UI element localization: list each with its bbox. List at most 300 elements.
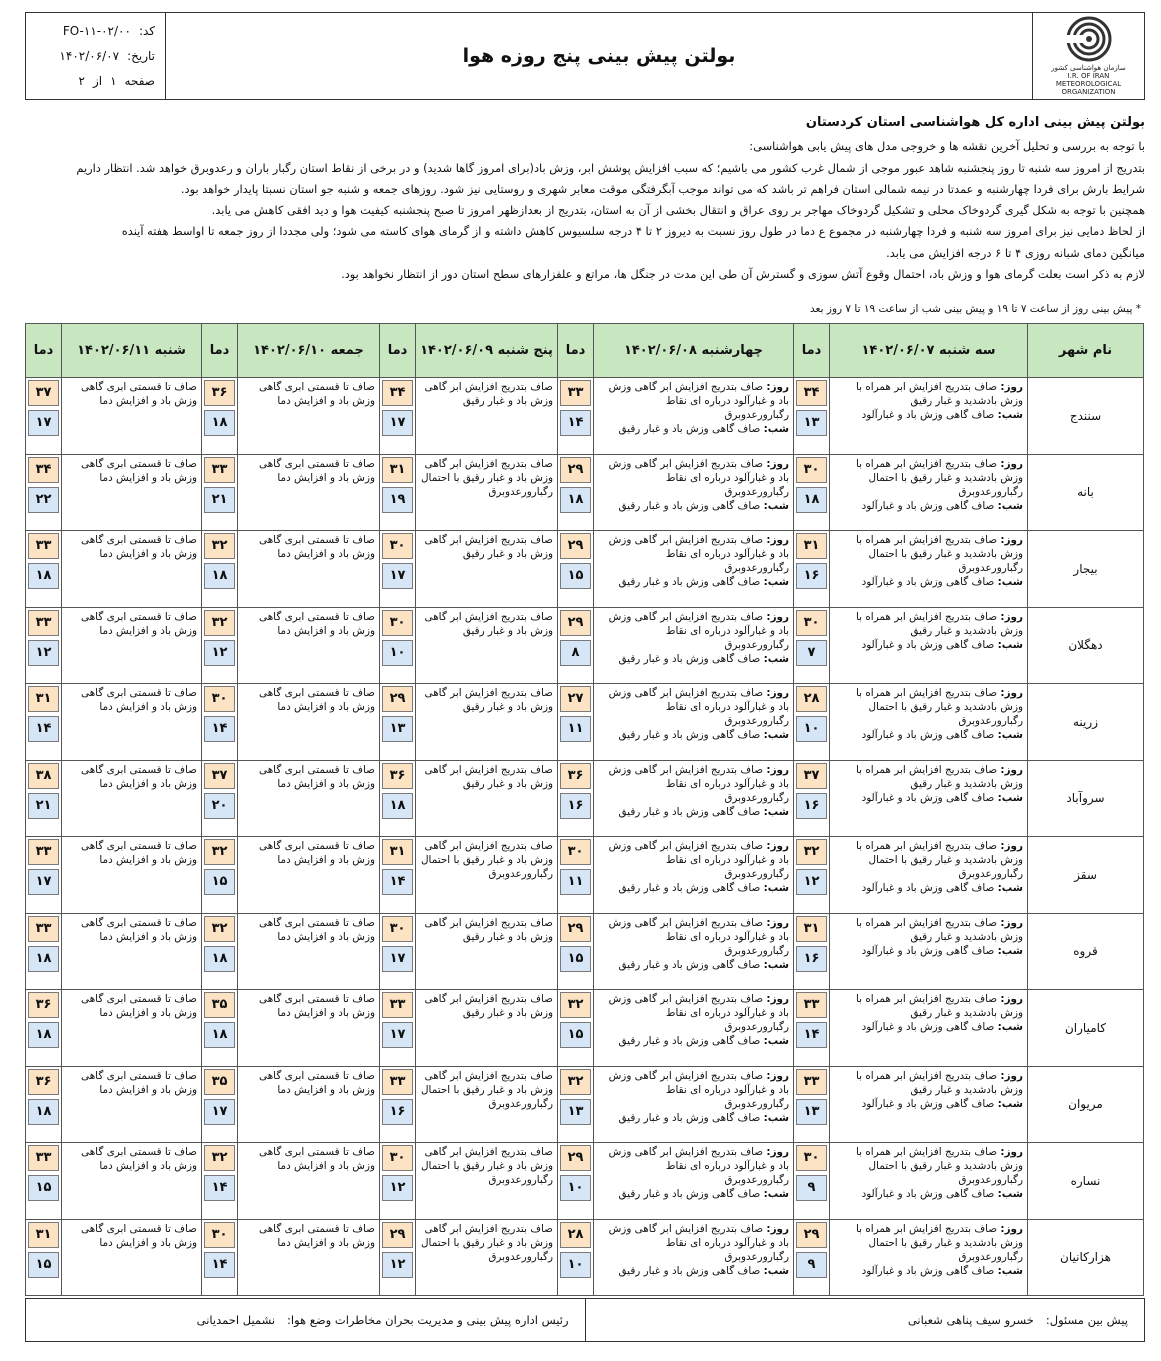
max-temp: ۳۲	[204, 1145, 235, 1171]
forecast-table-body	[26, 378, 1144, 1296]
min-temp: ۱۸	[204, 410, 235, 436]
forecast-desc	[830, 1143, 1028, 1220]
max-temp: ۲۹	[560, 610, 591, 636]
night-forecast	[598, 958, 789, 972]
max-temp: ۳۳	[796, 1069, 827, 1095]
temp-cell	[26, 760, 62, 837]
temp-cell	[794, 1066, 830, 1143]
max-temp: ۳۱	[796, 533, 827, 559]
forecast-desc: صاف بتدریج افزایش ابر گاهی وزش باد و غبار رقیق	[416, 913, 558, 990]
page-number: ۱	[110, 73, 117, 88]
max-temp: ۳۳	[28, 916, 59, 942]
code-value: FO-۱۱-۰۲/۰۰	[62, 24, 131, 39]
night-text: صاف گاهی وزش باد و غبار رقیق	[618, 729, 761, 741]
day-forecast	[834, 1222, 1023, 1264]
night-label: شب:	[763, 1035, 789, 1047]
day-label: روز:	[766, 916, 789, 929]
max-temp: ۲۹	[560, 533, 591, 559]
city-name: سروآباد	[1028, 760, 1144, 837]
night-label: شب:	[763, 958, 789, 971]
min-temp: ۱۲	[204, 640, 235, 666]
max-temp: ۲۹	[382, 1222, 413, 1248]
temp-cell	[794, 990, 830, 1067]
min-temp: ۱۳	[382, 716, 413, 742]
max-temp: ۳۰	[796, 1145, 827, 1171]
temp-cell	[558, 1143, 594, 1220]
forecast-desc	[830, 1066, 1028, 1143]
forecast-desc	[594, 1066, 794, 1143]
night-text: صاف گاهی وزش باد و غبارآلود	[861, 638, 995, 651]
min-temp: ۱۶	[796, 946, 827, 972]
forecast-desc: صاف تا قسمتی ابری گاهی وزش باد و افزایش دما	[238, 607, 380, 684]
max-temp: ۳۳	[204, 457, 235, 483]
max-temp: ۳۳	[28, 839, 59, 865]
day-text: صاف بتدریج افزایش ابر گاهی وزش باد و غبارآلود درباره ای نقاط رگبارورعدوبرق	[608, 381, 789, 421]
bulletin-header	[25, 12, 1145, 100]
header-temp: دما	[558, 324, 594, 378]
max-temp: ۳۶	[560, 763, 591, 789]
forecaster-cell	[585, 1299, 1145, 1341]
day-text: صاف بتدریج افزایش ابر گاهی وزش باد و غبارآلود درباره ای نقاط رگبارورعدوبرق	[608, 534, 789, 574]
night-label: شب:	[997, 499, 1023, 512]
forecast-desc	[830, 760, 1028, 837]
temp-cell	[380, 837, 416, 914]
day-label: روز:	[1000, 457, 1023, 470]
table-row	[26, 837, 1144, 914]
min-temp: ۱۳	[796, 1099, 827, 1125]
min-temp: ۱۵	[204, 869, 235, 895]
table-row	[26, 990, 1144, 1067]
day-text: صاف بتدریج افزایش ابر گاهی وزش باد و غبارآلود درباره ای نقاط رگبارورعدوبرق	[608, 993, 789, 1033]
max-temp: ۳۱	[382, 457, 413, 483]
city-name: کامیاران	[1028, 990, 1144, 1067]
day-forecast	[598, 380, 789, 422]
table-row	[26, 531, 1144, 608]
max-temp: ۳۰	[796, 457, 827, 483]
org-name-line-1: I.R. OF IRAN	[1067, 72, 1110, 80]
night-label: شب:	[763, 423, 789, 435]
max-temp: ۳۴	[382, 380, 413, 406]
min-temp: ۱۳	[796, 410, 827, 436]
forecast-desc: صاف تا قسمتی ابری گاهی وزش باد و افزایش دما	[62, 837, 202, 914]
day-text: صاف بتدریج افزایش ابر گاهی وزش باد و غبارآلود درباره ای نقاط رگبارورعدوبرق	[608, 1222, 789, 1263]
temp-cell	[794, 913, 830, 990]
min-temp: ۱۰	[382, 640, 413, 666]
min-temp: ۱۷	[382, 946, 413, 972]
forecast-desc	[594, 684, 794, 761]
temp-cell	[26, 1143, 62, 1220]
header-city: نام شهر	[1028, 324, 1144, 378]
day-text: صاف بتدریج افزایش ابر همراه با وزش بادشدید و غبار رقیق	[856, 763, 1023, 790]
table-row	[26, 607, 1144, 684]
min-temp: ۱۶	[796, 563, 827, 589]
max-temp: ۳۵	[204, 992, 235, 1018]
night-text: صاف گاهی وزش باد و غبار رقیق	[618, 958, 761, 971]
min-temp: ۱۹	[382, 487, 413, 513]
min-temp: ۱۴	[204, 1175, 235, 1201]
temp-cell	[26, 607, 62, 684]
temp-cell	[558, 837, 594, 914]
day-text: صاف بتدریج افزایش ابر همراه با وزش بادشدید و غبار رقیق با احتمال رگبارورعدوبرق	[856, 457, 1023, 498]
temp-cell	[794, 454, 830, 531]
day-forecast	[598, 686, 789, 728]
code-label: کد:	[138, 24, 155, 39]
temp-cell	[202, 760, 238, 837]
day-label: روز:	[1000, 993, 1023, 1005]
forecast-desc	[594, 1143, 794, 1220]
day-forecast	[834, 1145, 1023, 1187]
min-temp: ۱۸	[204, 563, 235, 589]
max-temp: ۳۱	[382, 839, 413, 865]
min-temp: ۱۲	[796, 869, 827, 895]
summary-line: از لحاظ دمایی نیز برای امروز سه شنبه و فردا چهارشنبه در مجموع ع دما در طول روز نسبت به دیروز ۲ تا ۴ درجه سلسیوس کاهش داشته و از گرمای هوای کاسته می شود؛ ولی مجددا از روز جمعه تا اواسط هفته آینده	[121, 224, 1145, 239]
temp-cell	[558, 1219, 594, 1296]
min-temp: ۱۶	[560, 793, 591, 819]
day-forecast	[598, 839, 789, 881]
min-temp: ۱۱	[560, 869, 591, 895]
forecast-desc: صاف تا قسمتی ابری گاهی وزش باد و افزایش دما	[62, 913, 202, 990]
night-forecast	[598, 1034, 789, 1048]
night-label: شب:	[763, 882, 789, 894]
forecast-desc	[830, 837, 1028, 914]
temp-cell	[202, 378, 238, 455]
forecaster-label: پیش بین مسئول:	[1045, 1313, 1128, 1327]
summary-line: همچنین با توجه به شکل گیری گردوخاک محلی و تشکیل گردوخاک مهاجر بر روی عراق و انتقال بخشی از آن به استان، بتدریج از بعدازظهر امروز تا صبح پنجشنبه کیفیت هوا و دید افقی کاهش می یابد.	[211, 203, 1145, 218]
header-day-3: پنج شنبه ۱۴۰۲/۰۶/۰۹	[416, 324, 558, 378]
day-forecast	[834, 916, 1023, 944]
night-label: شب:	[763, 499, 789, 512]
night-forecast	[834, 1187, 1023, 1201]
day-label: روز:	[766, 381, 789, 393]
min-temp: ۱۷	[382, 410, 413, 436]
min-temp: ۱۲	[382, 1252, 413, 1278]
temp-cell	[26, 1219, 62, 1296]
day-label: روز:	[1000, 763, 1023, 776]
forecast-desc: صاف بتدریج افزایش ابر گاهی وزش باد و غبار رقیق با احتمال رگبارورعدوبرق	[416, 1219, 558, 1296]
temp-cell	[202, 913, 238, 990]
night-text: صاف گاهی وزش باد و غبار رقیق	[618, 423, 761, 435]
night-forecast	[598, 499, 789, 513]
forecast-desc	[830, 1219, 1028, 1296]
day-text: صاف بتدریج افزایش ابر گاهی وزش باد و غبارآلود درباره ای نقاط رگبارورعدوبرق	[608, 610, 789, 651]
city-name: سنندج	[1028, 378, 1144, 455]
temp-cell	[202, 1066, 238, 1143]
min-temp: ۲۱	[28, 793, 59, 819]
night-label: شب:	[997, 882, 1023, 894]
page-of: از	[92, 73, 103, 88]
meteorological-logo-icon	[1066, 16, 1112, 62]
min-temp: ۱۷	[382, 563, 413, 589]
max-temp: ۳۲	[204, 916, 235, 942]
night-forecast	[834, 944, 1023, 958]
forecast-desc: صاف تا قسمتی ابری گاهی وزش باد و افزایش دما	[238, 1143, 380, 1220]
city-name: مریوان	[1028, 1066, 1144, 1143]
temp-cell	[202, 837, 238, 914]
forecast-desc: صاف تا قسمتی ابری گاهی وزش باد و افزایش دما	[62, 1143, 202, 1220]
night-label: شب:	[997, 1264, 1023, 1277]
forecast-desc: صاف بتدریج افزایش ابر گاهی وزش باد و غبار رقیق	[416, 990, 558, 1067]
forecast-desc: صاف بتدریج افزایش ابر گاهی وزش باد و غبار رقیق با احتمال رگبارورعدوبرق	[416, 454, 558, 531]
max-temp: ۳۲	[204, 533, 235, 559]
city-name: بیجار	[1028, 531, 1144, 608]
temp-cell	[558, 607, 594, 684]
day-label: روز:	[1000, 534, 1023, 546]
night-forecast	[834, 1264, 1023, 1278]
max-temp: ۳۰	[382, 916, 413, 942]
max-temp: ۲۸	[796, 686, 827, 712]
temp-cell	[380, 1143, 416, 1220]
day-label: روز:	[1000, 1069, 1023, 1082]
header-temp: دما	[380, 324, 416, 378]
night-label: شب:	[997, 944, 1023, 957]
day-forecast	[834, 457, 1023, 499]
day-label: روز:	[1000, 1222, 1023, 1235]
min-temp: ۱۰	[560, 1175, 591, 1201]
temp-cell	[202, 1219, 238, 1296]
night-label: شب:	[763, 652, 789, 665]
min-temp: ۱۴	[204, 1252, 235, 1278]
day-text: صاف بتدریج افزایش ابر گاهی وزش باد و غبارآلود درباره ای نقاط رگبارورعدوبرق	[608, 763, 789, 804]
max-temp: ۳۰	[204, 1222, 235, 1248]
forecast-desc: صاف تا قسمتی ابری گاهی وزش باد و افزایش دما	[62, 990, 202, 1067]
city-name: سقز	[1028, 837, 1144, 914]
night-label: شب:	[763, 1264, 789, 1277]
night-forecast	[598, 652, 789, 666]
night-label: شب:	[997, 729, 1023, 741]
min-temp: ۲۰	[204, 793, 235, 819]
page-label: صفحه	[124, 73, 155, 88]
day-forecast	[598, 1069, 789, 1111]
night-text: صاف گاهی وزش باد و غبارآلود	[861, 576, 995, 588]
night-forecast	[834, 1020, 1023, 1034]
min-temp: ۹	[796, 1175, 827, 1201]
max-temp: ۳۶	[204, 380, 235, 406]
temp-cell	[380, 531, 416, 608]
day-label: روز:	[766, 993, 789, 1005]
max-temp: ۳۸	[28, 763, 59, 789]
forecast-desc: صاف تا قسمتی ابری گاهی وزش باد و افزایش دما	[62, 607, 202, 684]
night-label: شب:	[997, 409, 1023, 421]
night-text: صاف گاهی وزش باد و غبار رقیق	[618, 499, 761, 512]
min-temp: ۱۷	[382, 1022, 413, 1048]
forecast-desc: صاف تا قسمتی ابری گاهی وزش باد و افزایش دما	[238, 990, 380, 1067]
org-logo	[1032, 13, 1144, 99]
max-temp: ۳۰	[382, 1145, 413, 1171]
min-temp: ۱۸	[204, 946, 235, 972]
night-forecast	[834, 1097, 1023, 1111]
night-forecast	[598, 422, 789, 436]
temp-cell	[558, 760, 594, 837]
forecast-desc	[594, 378, 794, 455]
forecast-desc	[594, 990, 794, 1067]
min-temp: ۱۳	[560, 1099, 591, 1125]
temp-cell	[202, 990, 238, 1067]
forecast-desc	[830, 607, 1028, 684]
min-temp: ۱۷	[28, 410, 59, 436]
forecast-desc	[830, 531, 1028, 608]
night-label: شب:	[997, 576, 1023, 588]
day-label: روز:	[766, 687, 789, 699]
forecast-desc: صاف بتدریج افزایش ابر گاهی وزش باد و غبار رقیق با احتمال رگبارورعدوبرق	[416, 1066, 558, 1143]
min-temp: ۱۸	[560, 487, 591, 513]
min-temp: ۱۸	[28, 1099, 59, 1125]
min-temp: ۱۶	[382, 1099, 413, 1125]
day-label: روز:	[1000, 916, 1023, 929]
forecast-desc: صاف بتدریج افزایش ابر گاهی وزش باد و غبار رقیق	[416, 607, 558, 684]
min-temp: ۷	[796, 640, 827, 666]
signature-footer	[25, 1298, 1145, 1342]
min-temp: ۱۴	[560, 410, 591, 436]
day-text: صاف بتدریج افزایش ابر همراه با وزش بادشدید و غبار رقیق با احتمال رگبارورعدوبرق	[856, 534, 1023, 574]
date-value: ۱۴۰۲/۰۶/۰۷	[59, 48, 120, 63]
forecast-desc: صاف تا قسمتی ابری گاهی وزش باد و افزایش دما	[62, 378, 202, 455]
day-forecast	[834, 610, 1023, 638]
night-forecast	[598, 728, 789, 742]
forecast-desc: صاف بتدریج افزایش ابر گاهی وزش باد و غبار رقیق با احتمال رگبارورعدوبرق	[416, 1143, 558, 1220]
day-label: روز:	[1000, 840, 1023, 852]
summary-line: میانگین دمای شبانه روزی ۴ تا ۶ درجه افزایش می یابد.	[886, 245, 1145, 260]
page-total: ۲	[78, 73, 85, 88]
forecast-desc	[830, 913, 1028, 990]
min-temp: ۱۸	[28, 946, 59, 972]
max-temp: ۳۰	[382, 610, 413, 636]
day-label: روز:	[766, 534, 789, 546]
min-temp: ۲۱	[204, 487, 235, 513]
max-temp: ۳۲	[204, 610, 235, 636]
forecast-desc: صاف تا قسمتی ابری گاهی وزش باد و افزایش دما	[238, 1219, 380, 1296]
min-temp: ۱۸	[28, 1022, 59, 1048]
night-forecast	[598, 1264, 789, 1278]
max-temp: ۳۷	[28, 380, 59, 406]
temp-cell	[558, 990, 594, 1067]
org-name-line-3: ORGANIZATION	[1061, 88, 1116, 96]
max-temp: ۳۵	[204, 1069, 235, 1095]
forecast-desc: صاف تا قسمتی ابری گاهی وزش باد و افزایش دما	[62, 684, 202, 761]
city-name: هزارکانیان	[1028, 1219, 1144, 1296]
max-temp: ۳۳	[382, 1069, 413, 1095]
forecast-desc: صاف بتدریج افزایش ابر گاهی وزش باد و غبار رقیق با احتمال رگبارورعدوبرق	[416, 837, 558, 914]
night-label: شب:	[763, 576, 789, 588]
head-name: نشمیل احمدیانی	[196, 1313, 276, 1327]
summary-line: شرایط بارش برای فردا چهارشنبه و عمدتا در نیمه شمالی استان فراهم تر باشد که می تواند موجب آبگرفتگی موقت معابر شهری و روستایی نیز شود. روزهای جمعه و شنبه جو استان نسبتا پایدار خواهد بود.	[180, 181, 1145, 196]
forecast-desc: صاف بتدریج افزایش ابر گاهی وزش باد و غبار رقیق	[416, 684, 558, 761]
table-header-row	[26, 324, 1144, 378]
night-label: شب:	[763, 1111, 789, 1124]
night-text: صاف گاهی وزش باد و غبارآلود	[861, 1264, 995, 1277]
table-row	[26, 378, 1144, 455]
temp-cell	[794, 607, 830, 684]
temp-cell	[202, 1143, 238, 1220]
day-label: روز:	[766, 610, 789, 623]
forecast-desc: صاف تا قسمتی ابری گاهی وزش باد و افزایش دما	[62, 1066, 202, 1143]
day-label: روز:	[766, 1069, 789, 1082]
night-text: صاف گاهی وزش باد و غبارآلود	[861, 944, 995, 957]
table-note: * پیش بینی روز از ساعت ۷ تا ۱۹ و پیش بینی شب از ساعت ۱۹ تا ۷ روز بعد	[810, 303, 1141, 315]
day-forecast	[598, 457, 789, 499]
max-temp: ۳۲	[560, 992, 591, 1018]
max-temp: ۳۰	[560, 839, 591, 865]
max-temp: ۳۶	[28, 992, 59, 1018]
forecast-desc: صاف تا قسمتی ابری گاهی وزش باد و افزایش دما	[62, 1219, 202, 1296]
max-temp: ۳۳	[796, 992, 827, 1018]
night-text: صاف گاهی وزش باد و غبار رقیق	[618, 1188, 761, 1200]
day-forecast	[834, 992, 1023, 1020]
day-forecast	[598, 1145, 789, 1187]
temp-cell	[380, 913, 416, 990]
day-forecast	[598, 1222, 789, 1264]
day-text: صاف بتدریج افزایش ابر گاهی وزش باد و غبارآلود درباره ای نقاط رگبارورعدوبرق	[608, 1069, 789, 1110]
forecast-desc: صاف تا قسمتی ابری گاهی وزش باد و افزایش دما	[62, 531, 202, 608]
night-label: شب:	[763, 729, 789, 741]
header-day-5: شنبه ۱۴۰۲/۰۶/۱۱	[62, 324, 202, 378]
table-row	[26, 1143, 1144, 1220]
city-name: قروه	[1028, 913, 1144, 990]
min-temp: ۱۴	[28, 716, 59, 742]
night-label: شب:	[997, 638, 1023, 651]
forecast-desc: صاف بتدریج افزایش ابر گاهی وزش باد و غبار رقیق	[416, 378, 558, 455]
day-label: روز:	[766, 1222, 789, 1235]
min-temp: ۱۵	[28, 1175, 59, 1201]
night-forecast	[598, 1111, 789, 1125]
city-name: بانه	[1028, 454, 1144, 531]
day-text: صاف بتدریج افزایش ابر گاهی وزش باد و غبارآلود درباره ای نقاط رگبارورعدوبرق	[608, 457, 789, 498]
night-label: شب:	[997, 791, 1023, 804]
day-forecast	[598, 916, 789, 958]
max-temp: ۳۲	[560, 1069, 591, 1095]
max-temp: ۳۴	[28, 457, 59, 483]
max-temp: ۲۹	[796, 1222, 827, 1248]
temp-cell	[26, 990, 62, 1067]
day-text: صاف بتدریج افزایش ابر همراه با وزش بادشدید و غبار رقیق	[856, 916, 1023, 943]
document-meta	[26, 13, 166, 99]
min-temp: ۸	[560, 640, 591, 666]
temp-cell	[202, 531, 238, 608]
forecast-desc	[594, 454, 794, 531]
forecast-desc	[594, 607, 794, 684]
max-temp: ۲۸	[560, 1222, 591, 1248]
night-label: شب:	[997, 1097, 1023, 1110]
temp-cell	[380, 760, 416, 837]
city-name: دهگلان	[1028, 607, 1144, 684]
day-text: صاف بتدریج افزایش ابر گاهی وزش باد و غبارآلود درباره ای نقاط رگبارورعدوبرق	[608, 840, 789, 880]
min-temp: ۱۰	[796, 716, 827, 742]
temp-cell	[794, 531, 830, 608]
min-temp: ۱۴	[204, 716, 235, 742]
table-row	[26, 454, 1144, 531]
max-temp: ۲۹	[382, 686, 413, 712]
table-row	[26, 760, 1144, 837]
max-temp: ۲۹	[560, 916, 591, 942]
forecast-desc	[830, 454, 1028, 531]
forecast-desc	[830, 990, 1028, 1067]
min-temp: ۱۸	[204, 1022, 235, 1048]
max-temp: ۳۱	[796, 916, 827, 942]
night-forecast	[834, 881, 1023, 895]
max-temp: ۲۷	[560, 686, 591, 712]
summary-heading: بولتن پیش بینی اداره کل هواشناسی استان کردستان	[805, 115, 1145, 130]
day-label: روز:	[766, 457, 789, 470]
day-text: صاف بتدریج افزایش ابر همراه با وزش بادشدید و غبار رقیق	[856, 993, 1023, 1019]
night-text: صاف گاهی وزش باد و غبارآلود	[861, 1021, 995, 1033]
temp-cell	[558, 684, 594, 761]
temp-cell	[380, 1219, 416, 1296]
table-row	[26, 684, 1144, 761]
night-forecast	[598, 575, 789, 589]
org-name	[1051, 64, 1126, 96]
forecast-desc: صاف تا قسمتی ابری گاهی وزش باد و افزایش دما	[238, 760, 380, 837]
header-temp: دما	[202, 324, 238, 378]
night-text: صاف گاهی وزش باد و غبارآلود	[861, 1188, 995, 1200]
